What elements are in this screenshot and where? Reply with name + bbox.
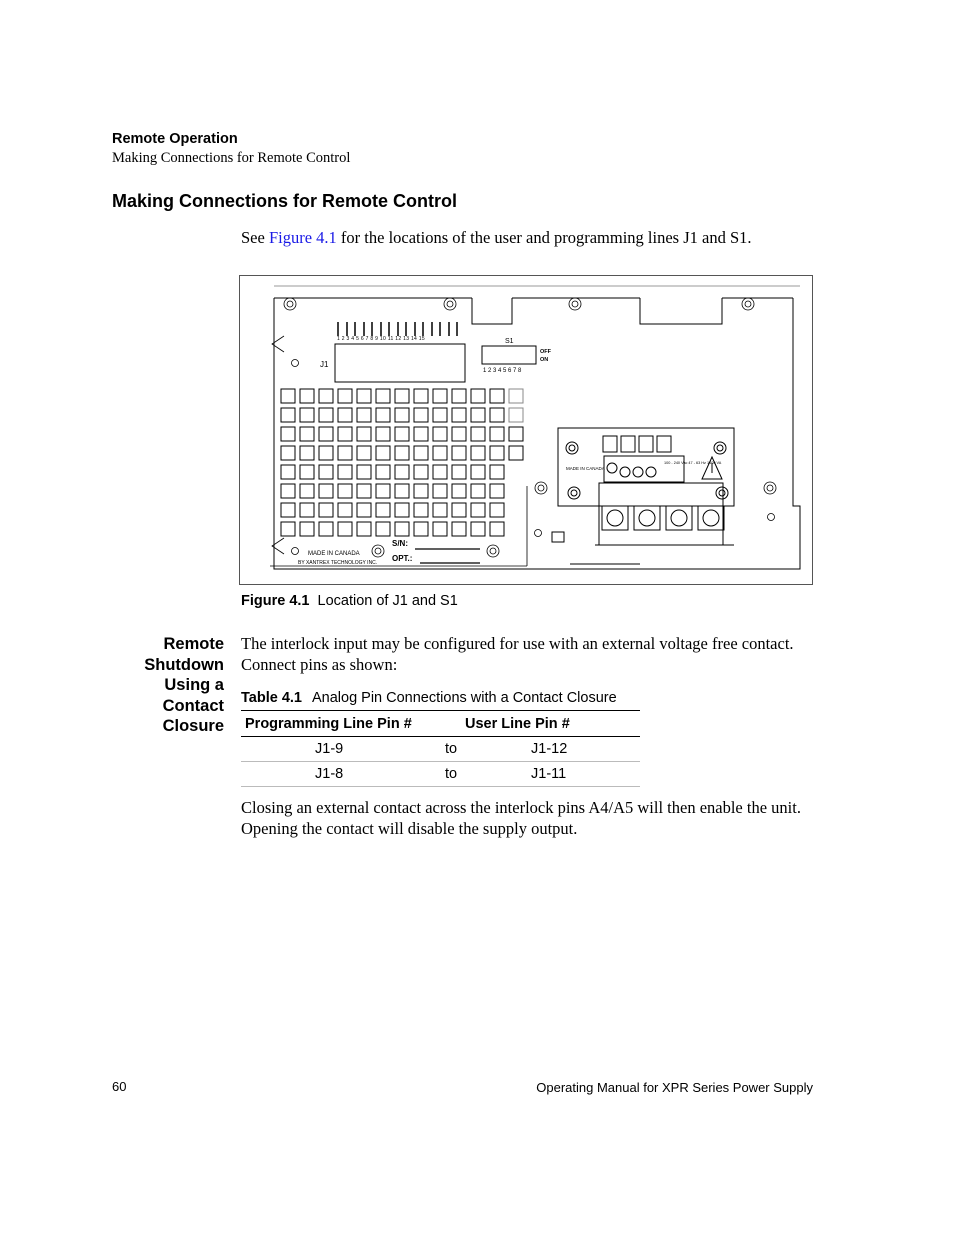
vent-slot [357, 408, 371, 422]
side-heading-line: Using a [164, 676, 224, 694]
vent-slot [300, 408, 314, 422]
vent-slot [395, 446, 409, 460]
j1-pin-numbers: 1 2 3 4 5 6 7 8 9 10 11 12 13 14 15 [337, 336, 425, 342]
j1-pin-labels [338, 322, 457, 336]
table-header-row [241, 711, 640, 737]
vent-slot [433, 484, 447, 498]
vent-slot [433, 427, 447, 441]
intro-text-after: for the locations of the user and programming lines J1 and S1. [336, 228, 752, 247]
section-heading: Making Connections for Remote Control [112, 191, 458, 211]
vent-slot [281, 522, 295, 536]
vent-slot [471, 503, 485, 517]
table-cell: J1-11 [501, 762, 640, 787]
vent-slot [376, 465, 390, 479]
j1-label: J1 [320, 360, 329, 369]
made-in-canada-text: MADE IN CANADA [308, 551, 360, 557]
vent-slot [433, 503, 447, 517]
vent-slot [452, 446, 466, 460]
figure-label: Figure 4.1 [241, 593, 310, 609]
table-row [241, 737, 640, 762]
vent-slot [300, 522, 314, 536]
vent-slot [300, 427, 314, 441]
vent-slot [281, 503, 295, 517]
vent-slot [490, 427, 504, 441]
vent-slot [338, 427, 352, 441]
vent-slot [509, 408, 523, 422]
vent-slot [395, 408, 409, 422]
vent-slot [414, 484, 428, 498]
vent-slot [281, 484, 295, 498]
vent-slot [471, 408, 485, 422]
side-heading-line: Remote [163, 635, 224, 653]
vent-slot [433, 408, 447, 422]
intro-paragraph [241, 228, 752, 248]
vent-slot [395, 427, 409, 441]
vent-slot [338, 522, 352, 536]
intro-text-before: See [241, 228, 269, 247]
table-caption [241, 690, 617, 706]
vent-slot [357, 389, 371, 403]
vent-slot [338, 446, 352, 460]
vent-slot [471, 389, 485, 403]
vent-slot [300, 484, 314, 498]
s1-label: S1 [505, 338, 514, 345]
vent-slot [414, 427, 428, 441]
vent-slot [414, 522, 428, 536]
vent-slot [452, 427, 466, 441]
vent-slot [319, 408, 333, 422]
vent-slot [338, 484, 352, 498]
table-header-cell: User Line Pin # [441, 711, 640, 737]
running-header-section: Remote Operation [112, 131, 238, 147]
vent-slot [490, 446, 504, 460]
vent-slot [490, 465, 504, 479]
table-cell: to [441, 737, 501, 762]
side-heading-line: Shutdown [144, 655, 224, 674]
vent-slot [357, 484, 371, 498]
figure-caption-text: Location of J1 and S1 [317, 593, 458, 609]
vent-slot [509, 389, 523, 403]
vent-slot [414, 503, 428, 517]
page-number: 60 [112, 1079, 127, 1094]
vent-slot [300, 389, 314, 403]
vent-slot [452, 389, 466, 403]
figure-4-1 [239, 275, 813, 585]
vent-slot [376, 408, 390, 422]
vent-slot [281, 465, 295, 479]
vent-slot [452, 465, 466, 479]
vent-slot [490, 484, 504, 498]
vent-slot [376, 389, 390, 403]
vent-slot [471, 427, 485, 441]
vent-slot [376, 484, 390, 498]
option-label: OPT.: [392, 554, 413, 563]
running-header-subsection: Making Connections for Remote Control [112, 150, 351, 166]
company-text: BY XANTREX TECHNOLOGY INC. [298, 560, 378, 566]
vent-slot [300, 446, 314, 460]
vent-slot [471, 522, 485, 536]
ac-input-module [552, 428, 734, 564]
vent-slot [319, 484, 333, 498]
vent-slot [433, 446, 447, 460]
table-cell: J1-9 [241, 737, 441, 762]
vent-slot [395, 503, 409, 517]
vent-slot [281, 389, 295, 403]
vent-slot [490, 522, 504, 536]
table-cell: J1-8 [241, 762, 441, 787]
vent-slot [490, 503, 504, 517]
vent-slot [452, 484, 466, 498]
pin-connections-table [241, 710, 640, 787]
table-caption-text: Analog Pin Connections with a Contact Closure [311, 690, 617, 706]
vent-slot [357, 427, 371, 441]
vent-slot [471, 484, 485, 498]
vent-slot [376, 446, 390, 460]
vent-slot [395, 484, 409, 498]
vent-slot [300, 465, 314, 479]
vent-slot [509, 427, 523, 441]
vent-slot [395, 522, 409, 536]
figure-link[interactable]: Figure 4.1 [268, 228, 337, 247]
table-label: Table 4.1 [241, 690, 302, 706]
vent-slot [452, 522, 466, 536]
vent-grid [281, 389, 523, 536]
vent-slot [471, 465, 485, 479]
vent-slot [357, 522, 371, 536]
vent-slot [433, 522, 447, 536]
vent-slot [338, 408, 352, 422]
vent-slot [395, 465, 409, 479]
footer-title: Operating Manual for XPR Series Power Supply [536, 1080, 813, 1095]
vent-slot [452, 503, 466, 517]
vent-slot [357, 465, 371, 479]
vent-slot [281, 408, 295, 422]
vent-slot [490, 408, 504, 422]
vent-slot [395, 389, 409, 403]
vent-slot [281, 427, 295, 441]
figure-caption [241, 593, 458, 609]
side-heading-line: Contact [162, 696, 224, 715]
table-row [241, 762, 640, 787]
s1-switch-numbers: 1 2 3 4 5 6 7 8 [483, 368, 522, 374]
vent-slot [319, 389, 333, 403]
side-heading-line: Closure [162, 717, 224, 735]
vent-slot [338, 503, 352, 517]
vent-slot [414, 446, 428, 460]
vent-slot [490, 389, 504, 403]
vent-slot [414, 408, 428, 422]
vent-slot [319, 503, 333, 517]
vent-slot [433, 389, 447, 403]
vent-slot [376, 503, 390, 517]
vent-slot [300, 503, 314, 517]
j1-connector [335, 344, 465, 382]
vent-slot [357, 446, 371, 460]
table-cell: to [441, 762, 501, 787]
vent-slot [319, 465, 333, 479]
vent-slot [281, 446, 295, 460]
table-header-cell: Programming Line Pin # [241, 711, 441, 737]
vent-slot [433, 465, 447, 479]
s1-switch [482, 346, 536, 364]
serial-number-label: S/N: [392, 539, 408, 548]
vent-slot [319, 427, 333, 441]
interlock-paragraph: The interlock input may be configured for use with an external voltage free contact. Connect pins as shown: [241, 634, 794, 674]
vent-slot [414, 389, 428, 403]
s1-off-label: OFF [540, 349, 551, 355]
vent-slot [319, 446, 333, 460]
vent-slot [509, 446, 523, 460]
vent-slot [338, 465, 352, 479]
ac-rating: 100 - 240 Vac 47 - 63 Hz 1400 VA [664, 461, 722, 465]
vent-slot [414, 465, 428, 479]
vent-slot [338, 389, 352, 403]
vent-slot [357, 503, 371, 517]
vent-slot [452, 408, 466, 422]
s1-on-label: ON [540, 357, 549, 363]
side-heading [112, 634, 224, 737]
vent-slot [376, 427, 390, 441]
vent-slot [376, 522, 390, 536]
ac-module-made-in: MADE IN CANADA [566, 466, 605, 471]
rear-panel-drawing [240, 276, 812, 584]
vent-slot [319, 522, 333, 536]
table-cell: J1-12 [501, 737, 640, 762]
vent-slot [471, 446, 485, 460]
closing-paragraph: Closing an external contact across the interlock pins A4/A5 will then enable the unit. Opening the contact will disable the supply output. [241, 798, 801, 838]
